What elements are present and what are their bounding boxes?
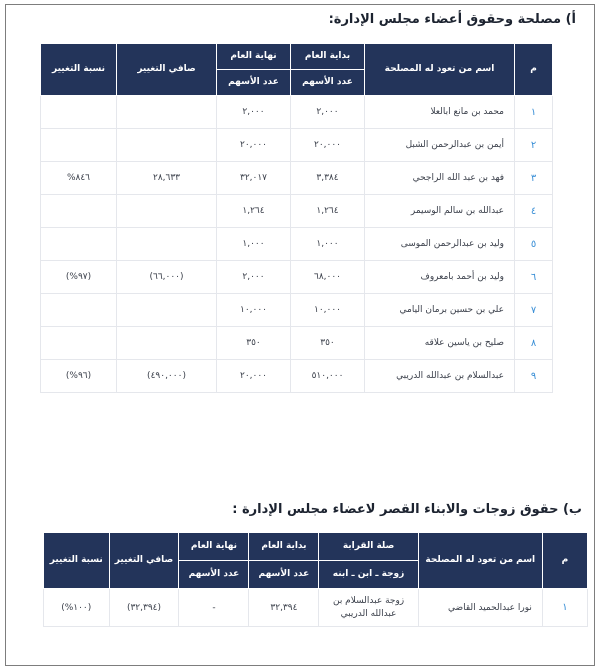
col2-subheader-relation: زوجة ـ ابن ـ ابنه [319,561,418,589]
board-cell-pct: (٩٦%) [41,360,117,393]
board-row [41,96,553,129]
col2-header-name: اسم من تعود له المصلحة [418,533,542,589]
family-cell-name: نورا عبدالحميد القاضي [418,589,542,627]
board-cell-name: فهد بن عبد الله الراجحي [365,162,515,195]
col-subheader-end-shares: عدد الأسهم [217,70,291,96]
board-cell-net [117,327,217,360]
board-cell-pct [41,96,117,129]
board-cell-start: ٢٠,٠٠٠ [291,129,365,162]
board-cell-pct [41,195,117,228]
section-b-title: ب) حقوق زوجات والابناء القصر لاعضاء مجلس الإدارة : [232,502,582,517]
board-cell-start: ٦٨,٠٠٠ [291,261,365,294]
col2-header-relation: صلة القرابة [319,533,418,561]
board-row [41,294,553,327]
board-cell-end: ٢,٠٠٠ [217,261,291,294]
board-row [41,360,553,393]
col2-header-net: صافي التغيير [109,533,179,589]
board-cell-pct: (٩٧%) [41,261,117,294]
family-cell-pct: (١٠٠%) [44,589,110,627]
board-row [41,129,553,162]
col-header-net: صافي التغيير [117,44,217,96]
board-cell-name: عبدالله بن سالم الوسيمر [365,195,515,228]
board-cell-end: ١٠,٠٠٠ [217,294,291,327]
board-cell-start: ٥١٠,٠٠٠ [291,360,365,393]
board-cell-net [117,195,217,228]
board-cell-num: ١ [515,96,553,129]
board-cell-net [117,228,217,261]
board-cell-name: وليد بن أحمد بامعروف [365,261,515,294]
board-cell-name: أيمن بن عبدالرحمن الشبل [365,129,515,162]
board-cell-net: ٢٨,٦٣٣ [117,162,217,195]
col2-header-end: نهاية العام [179,533,249,561]
board-cell-start: ٣٥٠ [291,327,365,360]
board-cell-end: ٢٠,٠٠٠ [217,129,291,162]
board-interests-table [40,43,553,393]
board-cell-pct [41,129,117,162]
family-cell-start: ٣٢,٣٩٤ [249,589,319,627]
board-cell-num: ٧ [515,294,553,327]
col-subheader-start-shares: عدد الأسهم [291,70,365,96]
family-cell-net: (٣٢,٣٩٤) [109,589,179,627]
col2-header-num: م [542,533,587,589]
board-cell-net [117,96,217,129]
board-cell-num: ٥ [515,228,553,261]
board-row [41,195,553,228]
col2-subheader-start-shares: عدد الأسهم [249,561,319,589]
board-cell-pct [41,327,117,360]
family-cell-end: - [179,589,249,627]
col2-header-pct: نسبة التغيير [44,533,110,589]
family-cell-num: ١ [542,589,587,627]
board-cell-end: ٣٥٠ [217,327,291,360]
board-cell-num: ٨ [515,327,553,360]
board-cell-end: ٢,٠٠٠ [217,96,291,129]
board-cell-num: ٦ [515,261,553,294]
board-cell-end: ٢٠,٠٠٠ [217,360,291,393]
board-cell-pct: ٨٤٦% [41,162,117,195]
board-cell-end: ١,٢٦٤ [217,195,291,228]
col-header-end: نهاية العام [217,44,291,70]
board-cell-start: ١,٢٦٤ [291,195,365,228]
board-cell-end: ٣٢,٠١٧ [217,162,291,195]
board-cell-name: وليد بن عبدالرحمن الموسى [365,228,515,261]
board-row [41,162,553,195]
board-cell-num: ٣ [515,162,553,195]
board-cell-name: عبدالسلام بن عبدالله الدريبي [365,360,515,393]
board-cell-num: ٩ [515,360,553,393]
board-row [41,228,553,261]
col-header-pct: نسبة التغيير [41,44,117,96]
board-cell-num: ٢ [515,129,553,162]
board-row [41,261,553,294]
col2-subheader-end-shares: عدد الأسهم [179,561,249,589]
board-cell-start: ٢,٠٠٠ [291,96,365,129]
col-header-num: م [515,44,553,96]
board-cell-start: ١,٠٠٠ [291,228,365,261]
board-cell-name: صليح بن ياسين علاقه [365,327,515,360]
family-interests-table [43,532,588,627]
col-header-name: اسم من تعود له المصلحة [365,44,515,96]
board-cell-end: ١,٠٠٠ [217,228,291,261]
family-row [44,589,588,627]
board-cell-pct [41,294,117,327]
board-cell-net: (٤٩٠,٠٠٠) [117,360,217,393]
board-cell-net: (٦٦,٠٠٠) [117,261,217,294]
col-header-start: بداية العام [291,44,365,70]
board-cell-num: ٤ [515,195,553,228]
family-cell-relation: زوجة عبدالسلام بن عبدالله الدريبي [319,589,418,627]
section-a-title: أ) مصلحة وحقوق أعضاء مجلس الإدارة: [328,12,576,27]
board-cell-name: علي بن حسين برمان اليامي [365,294,515,327]
board-cell-name: محمد بن مانع ابالعلا [365,96,515,129]
board-cell-net [117,129,217,162]
board-cell-pct [41,228,117,261]
col2-header-start: بداية العام [249,533,319,561]
board-cell-start: ١٠,٠٠٠ [291,294,365,327]
board-cell-net [117,294,217,327]
board-cell-start: ٣,٣٨٤ [291,162,365,195]
board-row [41,327,553,360]
